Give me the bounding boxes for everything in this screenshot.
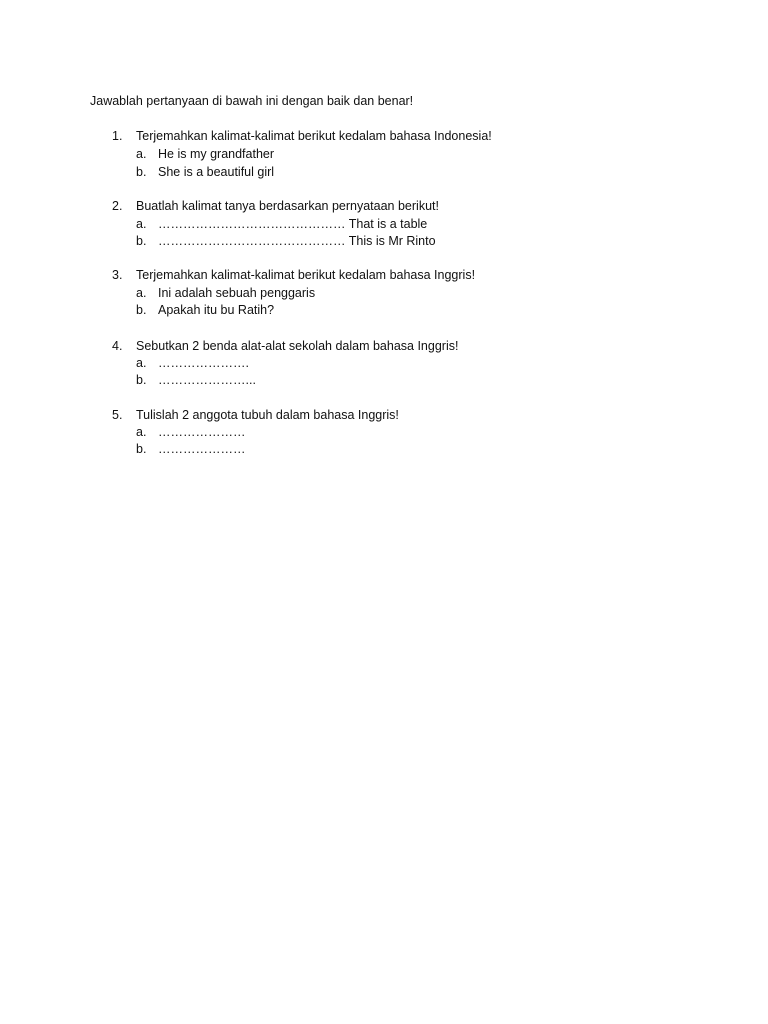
question-number: 3. bbox=[112, 268, 123, 282]
option-text: Ini adalah sebuah penggaris bbox=[158, 286, 316, 300]
question-number: 1. bbox=[112, 129, 123, 143]
question-number: 5. bbox=[112, 408, 123, 422]
option-letter: b. bbox=[136, 165, 147, 179]
option-text: ………………… bbox=[158, 425, 246, 439]
option-letter: a. bbox=[136, 147, 147, 161]
option-letter: b. bbox=[136, 303, 147, 317]
option-text: Apakah itu bu Ratih? bbox=[158, 303, 275, 317]
option-text: She is a beautiful girl bbox=[158, 165, 275, 179]
option-letter: b. bbox=[136, 373, 147, 387]
option-letter: a. bbox=[136, 425, 147, 439]
option-text: …………………... bbox=[158, 373, 256, 387]
question-number: 4. bbox=[112, 339, 123, 353]
option-letter: a. bbox=[136, 217, 147, 231]
question-text: Sebutkan 2 benda alat-alat sekolah dalam bahasa Inggris! bbox=[136, 339, 459, 353]
option-letter: a. bbox=[136, 286, 147, 300]
instruction-text: Jawablah pertanyaan di bawah ini dengan baik dan benar! bbox=[90, 94, 414, 108]
option-letter: a. bbox=[136, 356, 147, 370]
question-text: Terjemahkan kalimat-kalimat berikut kedalam bahasa Indonesia! bbox=[136, 129, 492, 143]
option-text: ……………………………………… This is Mr Rinto bbox=[158, 234, 436, 248]
option-text: …………………. bbox=[158, 356, 249, 370]
option-text: ……………………………………… That is a table bbox=[158, 217, 428, 231]
question-text: Tulislah 2 anggota tubuh dalam bahasa Inggris! bbox=[136, 408, 399, 422]
option-letter: b. bbox=[136, 442, 147, 456]
question-text: Terjemahkan kalimat-kalimat berikut kedalam bahasa Inggris! bbox=[136, 268, 476, 282]
option-letter: b. bbox=[136, 234, 147, 248]
option-text: He is my grandfather bbox=[158, 147, 275, 161]
question-number: 2. bbox=[112, 199, 123, 213]
question-text: Buatlah kalimat tanya berdasarkan pernyataan berikut! bbox=[136, 199, 439, 213]
option-text: ………………… bbox=[158, 442, 246, 456]
